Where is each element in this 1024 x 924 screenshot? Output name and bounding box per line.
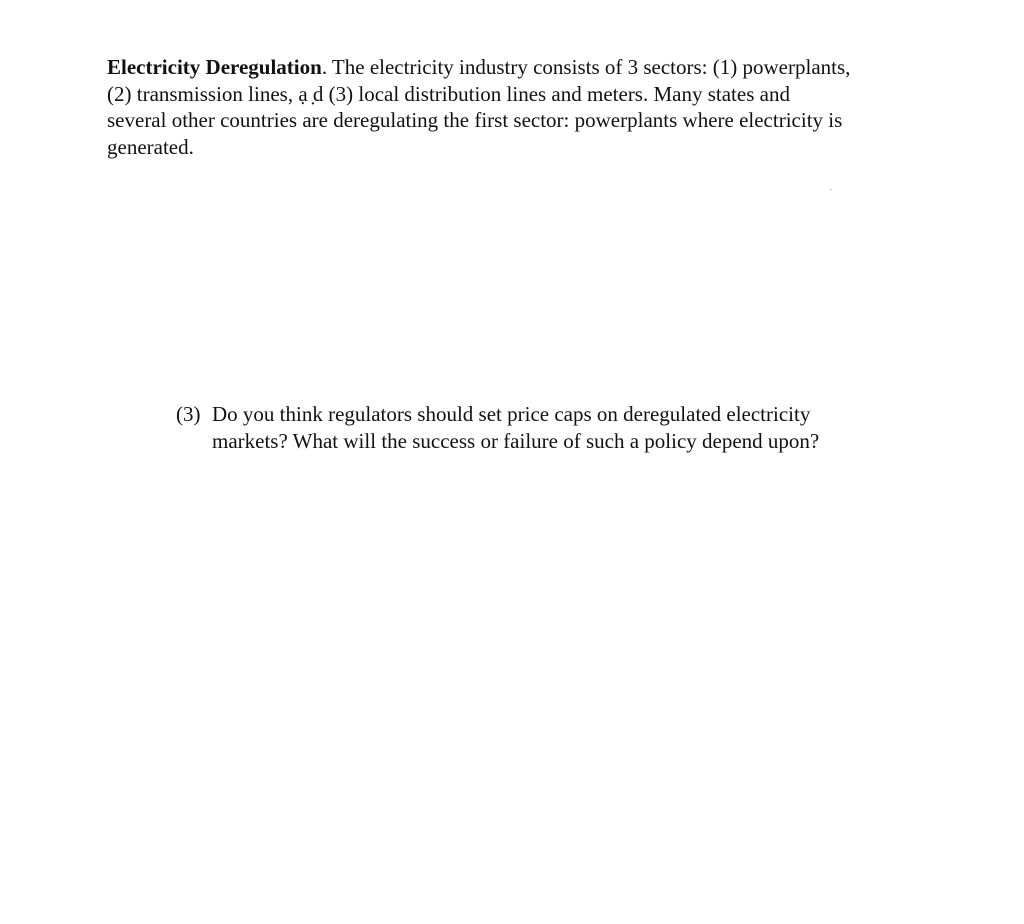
question-line-2: markets? What will the success or failure of such a policy depend upon? [212,429,820,453]
intro-line-3: several other countries are deregulating the first sector: powerplants where electricity is [107,108,843,133]
heading-punctuation: . [321,55,328,79]
intro-line-4: generated. [107,134,194,159]
question-number: (3) [176,402,201,426]
intro-line-1 [107,54,957,81]
intro-text-1: The electricity industry consists of 3 sectors: (1) powerplants, [327,55,851,79]
scan-artifact [830,189,832,190]
section-heading: Electricity Deregulation [107,55,322,79]
question-line-1: Do you think regulators should set price caps on deregulated electricity [212,402,811,426]
intro-line-2: (2) transmission lines, ạ ̣d (3) local distribution lines and meters. Many states and [107,81,790,106]
question-text [212,401,932,455]
intro-paragraph [107,54,957,160]
